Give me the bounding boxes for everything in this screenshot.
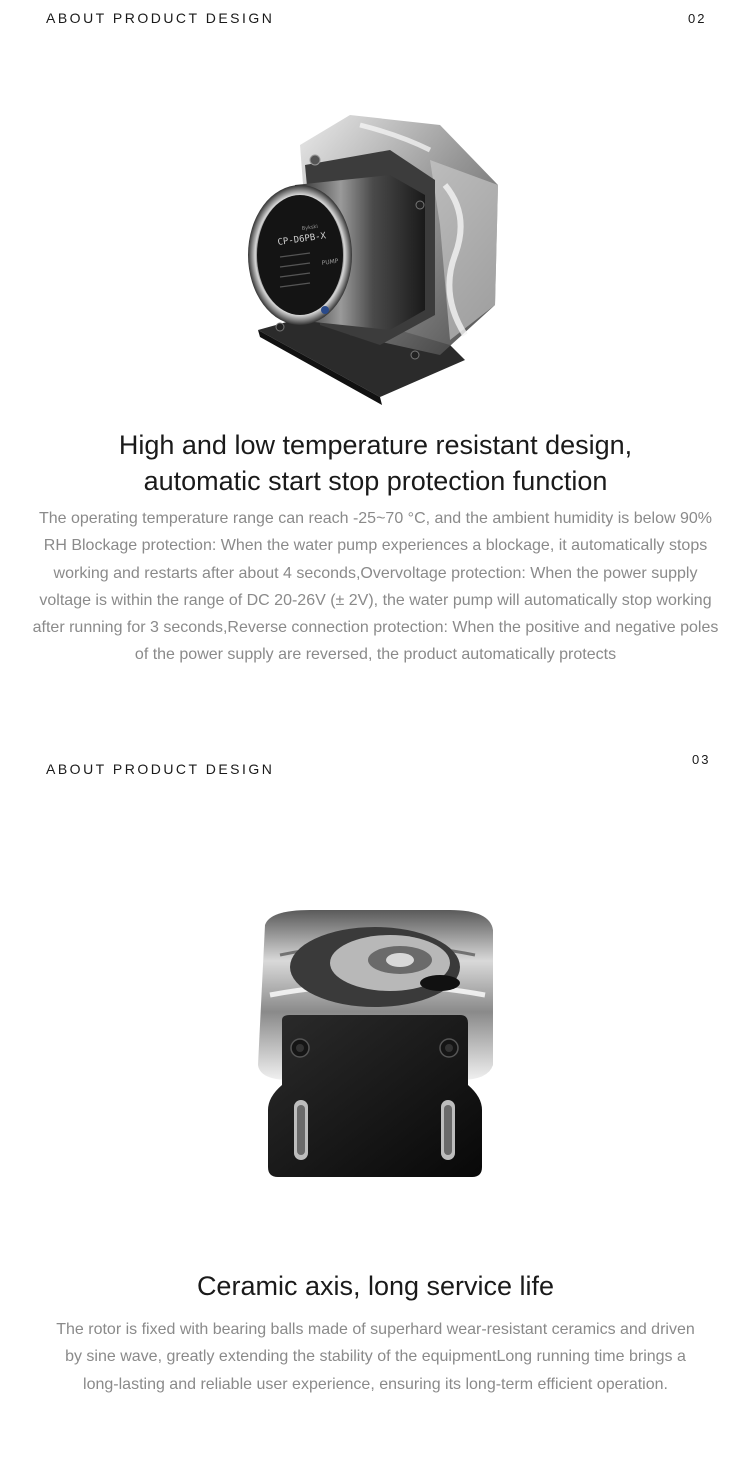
body-text-ceramic-axis: The rotor is fixed with bearing balls made of superhard wear-resistant ceramics and driven by sine wave, greatly extending the stability of the equipmentLong running time brings a long-lasting and reliable user experience, ensuring its long-term efficient operation.	[56, 1321, 695, 1393]
pump-model-label: CP-D6PB-X	[277, 231, 327, 248]
body-text-temperature: The operating temperature range can reach -25~70 °C, and the ambient humidity is below 90% RH Blockage protection: When the water pump experiences a blockage, it automatically stops working and restarts after about 4 seconds,Overvoltage protection: When the power supply voltage is within the range of DC 20-26V (± 2V), the water pump will automatically stop working after running for 3 seconds,Reverse connection protection: When the positive and negative poles of the power supply are reversed, the product automatically protects	[32, 510, 719, 664]
headline-temperature	[0, 427, 751, 499]
pump-image-side-view	[240, 105, 520, 405]
headline-line-2: automatic start stop protection function	[143, 466, 608, 496]
section-label: ABOUT PRODUCT DESIGN	[46, 761, 275, 777]
headline-line-1: High and low temperature resistant design,	[118, 430, 633, 460]
section-number: 03	[692, 752, 711, 767]
section-number: 02	[688, 11, 707, 26]
pump-image-bottom-view	[250, 905, 500, 1185]
pump-brand-label: Bykski	[301, 223, 319, 232]
section-label: ABOUT PRODUCT DESIGN	[46, 10, 275, 26]
headline-ceramic-axis: Ceramic axis, long service life	[196, 1271, 555, 1301]
pump-aux-label: PUMP	[321, 257, 339, 267]
